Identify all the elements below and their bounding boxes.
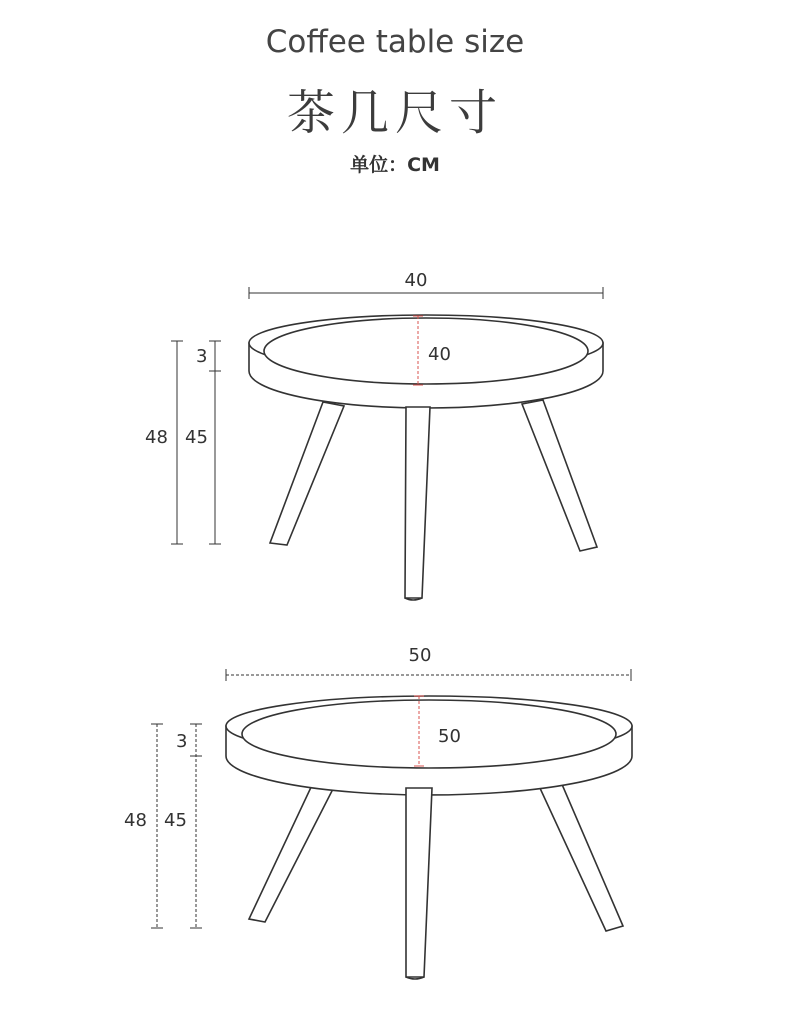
table-50-depth-label: 50 [438,726,461,747]
table-50-front-leg [406,788,432,977]
table-40-front-leg [405,407,430,598]
table-40-width-label: 40 [404,270,428,291]
table-40-total-height-label: 48 [145,427,168,448]
unit-label: 单位：CM [350,154,440,176]
table-40-depth-label: 40 [428,344,451,365]
table-40-leg-height-label: 45 [185,427,208,448]
table-50-right-leg [539,782,623,931]
table-50-drawing [226,696,632,979]
table-50-leg-height-label: 45 [164,810,187,831]
table-50-left-leg [249,783,334,922]
table-40-right-leg [522,400,597,551]
table-40-tray-inner [264,318,588,384]
table-40-drawing [249,315,603,600]
table-50-width-label: 50 [408,645,432,666]
table-50-total-height-label: 48 [124,810,147,831]
table-40-left-leg [270,402,344,545]
table-40-tray-height-label: 3 [196,346,208,367]
title-chinese: 茶几尺寸 [286,85,503,141]
title-english: Coffee table size [265,24,525,60]
table-50-tray-height-label: 3 [176,731,188,752]
table-50-tray-inner [242,700,616,768]
